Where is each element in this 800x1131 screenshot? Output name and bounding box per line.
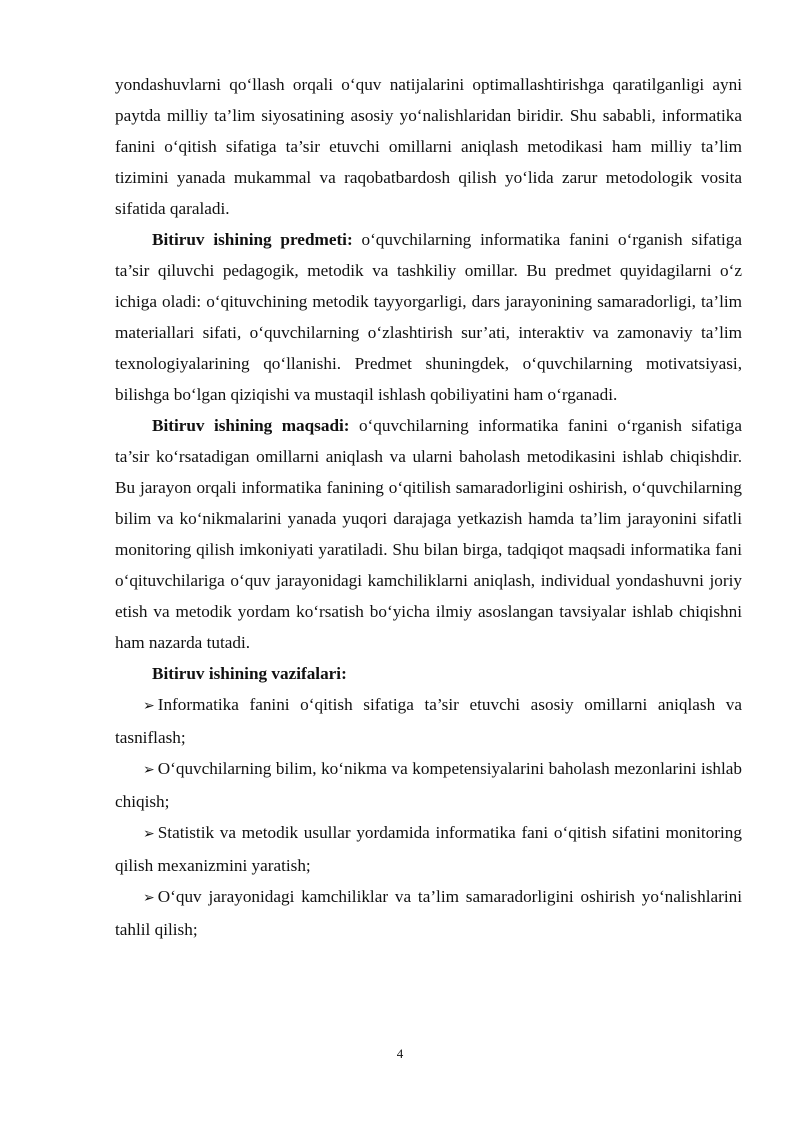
goal-paragraph bbox=[115, 410, 742, 658]
subject-heading: Bitiruv ishining predmeti: bbox=[152, 230, 353, 249]
arrow-bullet-icon: ➢ bbox=[143, 762, 155, 778]
document-body bbox=[115, 69, 742, 945]
goal-heading: Bitiruv ishining maqsadi: bbox=[152, 416, 350, 435]
task-item-text: O‘quvchilarning bilim, ko‘nikma va kompetensiyalarini baholash mezonlarini ishlab chiqish; bbox=[115, 759, 742, 811]
intro-paragraph: yondashuvlarni qo‘llash orqali o‘quv natijalarini optimallashtirishga qaratilganligi ayni paytda milliy ta’lim siyosatining asosiy yo‘nalishlaridan biridir. Shu sababli, informatika fanini o‘qitish sifatiga ta’sir etuvchi omillarni aniqlash metodikasi ham milliy ta’lim tizimini yanada mukammal va raqobatbardosh qilish yo‘lida zarur metodologik vosita sifatida qaraladi. bbox=[115, 75, 742, 218]
subject-text: o‘quvchilarning informatika fanini o‘rganish sifatiga ta’sir qiluvchi pedagogik, metodik va tashkiliy omillar. Bu predmet quyidagilarni o‘z ichiga oladi: o‘qituvchining metodik tayyorgarligi, dars jarayonining samaradorligi, ta’lim materiallari sifati, o‘quvchilarning o‘zlashtirish sur’ati, interaktiv va zamonaviy ta’lim texnologiyalarining qo‘llanishi. Predmet shuningdek, o‘quvchilarning motivatsiyasi, bilishga bo‘lgan qiziqishi va mustaqil ishlash qobiliyatini ham o‘rganadi. bbox=[115, 230, 742, 404]
goal-text: o‘quvchilarning informatika fanini o‘rganish sifatiga ta’sir ko‘rsatadigan omillarni aniqlash va ularni baholash metodikasini ishlab chiqishdir. Bu jarayon orqali informatika fanining o‘qitilish samaradorligini oshirish, o‘quvchilarning bilim va ko‘nikmalarini yanada yuqori darajaga yetkazish hamda ta’lim jarayonini sifatli monitoring qilish imkoniyati yaratiladi. Shu bilan birga, tadqiqot maqsadi informatika fani o‘qituvchilariga o‘quv jarayonidagi kamchiliklarni aniqlash, individual yondashuvni joriy etish va metodik yordam ko‘rsatish bo‘yicha ilmiy asoslangan tavsiyalar ishlab chiqishni ham nazarda tutadi. bbox=[115, 416, 742, 652]
task-item-text: Informatika fanini o‘qitish sifatiga ta’sir etuvchi asosiy omillarni aniqlash va tasniflash; bbox=[115, 695, 742, 747]
task-item-2 bbox=[115, 753, 742, 817]
arrow-bullet-icon: ➢ bbox=[143, 698, 155, 714]
subject-paragraph bbox=[115, 224, 742, 410]
arrow-bullet-icon: ➢ bbox=[143, 890, 155, 906]
tasks-heading: Bitiruv ishining vazifalari: bbox=[152, 664, 347, 683]
task-item-text: O‘quv jarayonidagi kamchiliklar va ta’lim samaradorligini oshirish yo‘nalishlarini tahlil qilish; bbox=[115, 887, 742, 939]
task-item-3 bbox=[115, 817, 742, 881]
task-item-1 bbox=[115, 689, 742, 753]
arrow-bullet-icon: ➢ bbox=[143, 826, 155, 842]
task-item-4 bbox=[115, 881, 742, 945]
task-item-text: Statistik va metodik usullar yordamida informatika fani o‘qitish sifatini monitoring qilish mexanizmini yaratish; bbox=[115, 823, 742, 875]
page-number: 4 bbox=[396, 1046, 404, 1061]
